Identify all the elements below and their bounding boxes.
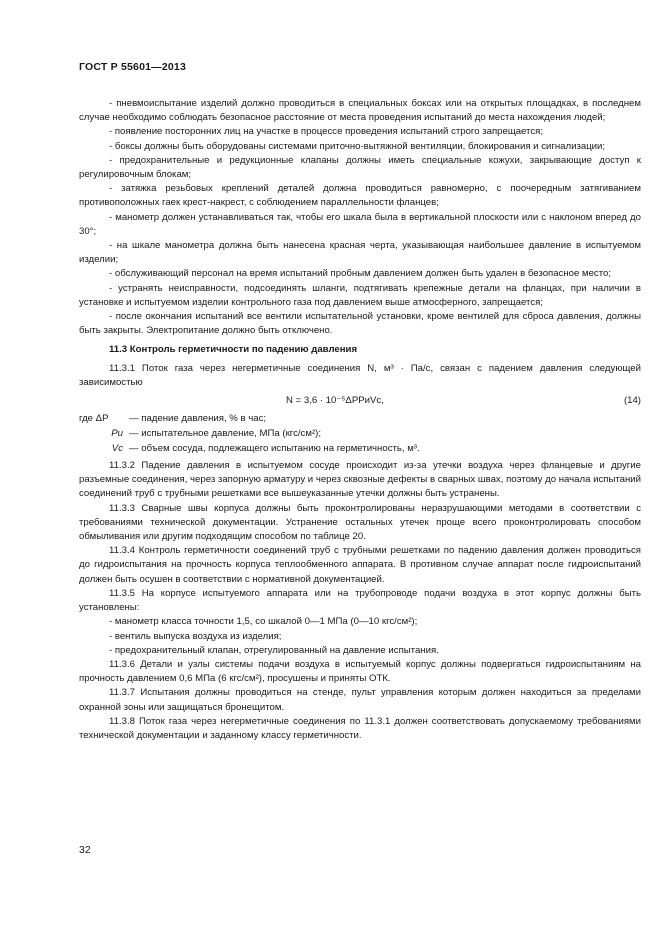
document-code-header: ГОСТ Р 55601—2013 bbox=[79, 61, 187, 73]
definition-symbol: где ΔP bbox=[79, 413, 109, 425]
bullet-red-line: - на шкале манометра должна быть нанесена красная черта, указывающая наибольшее давление в испытуемом изделии; bbox=[79, 240, 641, 266]
paragraph-11-3-1: 11.3.1 Поток газа через негерметичные соединения N, м³ · Па/с, связан с падением давления следующей зависимостью bbox=[79, 362, 641, 388]
definition-row bbox=[79, 441, 641, 456]
paragraph-11-3-4: 11.3.4 Контроль герметичности соединений труб с трубными решетками по падению давления должен проводиться до гидроиспытания на прочность корпуса теплообменного аппарата. В противном случае аппарат после гидроиспытаний должен быть осушен в соответствии с нормативной документацией. bbox=[79, 545, 641, 585]
bullet-outsiders-forbidden: - появление посторонних лиц на участке в процессе проведения испытаний строго запрещается; bbox=[109, 126, 544, 138]
paragraph-11-3-8: 11.3.8 Поток газа через негерметичные соединения по 11.3.1 должен соответствовать допускаемому требованиями технической документации и заданному классу герметичности. bbox=[79, 715, 641, 741]
paragraph-11-3-7: 11.3.7 Испытания должны проводиться на стенде, пульт управления которым должен находиться за пределами охранной зоны или защищаться бронещитом. bbox=[79, 687, 641, 713]
definition-row bbox=[79, 411, 641, 426]
formula-number: (14) bbox=[623, 395, 641, 407]
definition-row bbox=[79, 426, 641, 441]
bullet-no-repairs: - устранять неисправности, подсоединять шланги, подтягивать крепежные детали на фланцах, при наличии в установке и испытуемом изделии контрольного газа под давлением выше атмосферного, запрещается; bbox=[79, 282, 641, 308]
bullet-manometer-mount: - манометр должен устанавливаться так, чтобы его шкала была в вертикальной плоскости или с наклоном вперед до 30°; bbox=[79, 211, 641, 237]
bullet-ventilation: - боксы должны быть оборудованы системами приточно-вытяжной вентиляции, блокирования и сигнализации; bbox=[109, 140, 606, 152]
bullet-manometer-class: - манометр класса точности 1,5, со шкалой 0—1 МПа (0—10 кгс/см²); bbox=[109, 616, 418, 628]
paragraph-11-3-6: 11.3.6 Детали и узлы системы подачи воздуха в испытуемый корпус должны подвергаться гидроиспытаниям на прочность давлением 0,6 МПа (6 кгс/см²), просушены и приняты ОТК. bbox=[79, 658, 641, 685]
bullet-air-valve: - вентиль выпуска воздуха из изделия; bbox=[109, 630, 282, 642]
definition-text: — испытательное давление, МПа (кгс/см²); bbox=[129, 428, 321, 440]
definition-symbol: Pи bbox=[111, 428, 123, 440]
paragraph-11-3-5: 11.3.5 На корпусе испытуемого аппарата или на трубопроводе подачи воздуха в этот корпус должны быть установлены: bbox=[79, 587, 641, 614]
formula-14 bbox=[79, 392, 641, 410]
formula-definitions bbox=[79, 411, 641, 456]
bullet-relief-valve: - предохранительный клапан, отрегулированный на давление испытания. bbox=[109, 644, 439, 656]
formula-expression: N = 3,6 · 10⁻⁵ΔPPиVс, bbox=[286, 395, 384, 407]
bullet-personnel-removed: - обслуживающий персонал на время испытаний пробным давлением должен быть удален в безопасное место; bbox=[109, 268, 612, 280]
definition-symbol: Vс bbox=[111, 443, 123, 455]
page-content bbox=[79, 97, 641, 743]
bullet-pneumatic-boxes: - пневмоиспытание изделий должно проводиться в специальных боксах или на открытых площадках, в последнем случае необходимо соблюдать безопасное расстояние от места проведения испытаний до места нахождения людей; bbox=[79, 98, 641, 124]
bullet-safety-valves: - предохранительные и редукционные клапаны должны иметь специальные кожухи, закрывающие доступ к регулировочным блокам; bbox=[79, 154, 641, 181]
definition-text: — падение давления, % в час; bbox=[129, 413, 267, 425]
section-heading-11-3: 11.3 Контроль герметичности по падению давления bbox=[109, 344, 358, 356]
bullet-after-tests: - после окончания испытаний все вентили испытательной установки, кроме вентилей для сброса давления, должны быть закрыты. Электропитание должно быть отключено. bbox=[79, 311, 641, 337]
page-number: 32 bbox=[79, 844, 91, 856]
bullet-bolt-tightening: - затяжка резьбовых креплений деталей должна проводиться равномерно, с поочередным затягиванием противоположных гаек крест-накрест, с соблюдением параллельности фланцев; bbox=[79, 183, 641, 209]
paragraph-11-3-2: 11.3.2 Падение давления в испытуемом сосуде происходит из-за утечки воздуха через фланцевые и другие разъемные соединения, через запорную арматуру и через сквозные дефекты в сварных швах, поэтому до начала испытаний соединений труб с трубными решетками все вышеуказанные утечки должны быть устранены. bbox=[79, 460, 641, 500]
paragraph-11-3-3: 11.3.3 Сварные швы корпуса должны быть проконтролированы неразрушающими методами в соответствии с требованиями технической документации. Устранение остальных утечек проще всего проконтролировать способом обмыливания или другим подходящим способом по таблице 20. bbox=[79, 502, 641, 543]
definition-text: — объем сосуда, подлежащего испытанию на герметичность, м³. bbox=[129, 443, 420, 455]
